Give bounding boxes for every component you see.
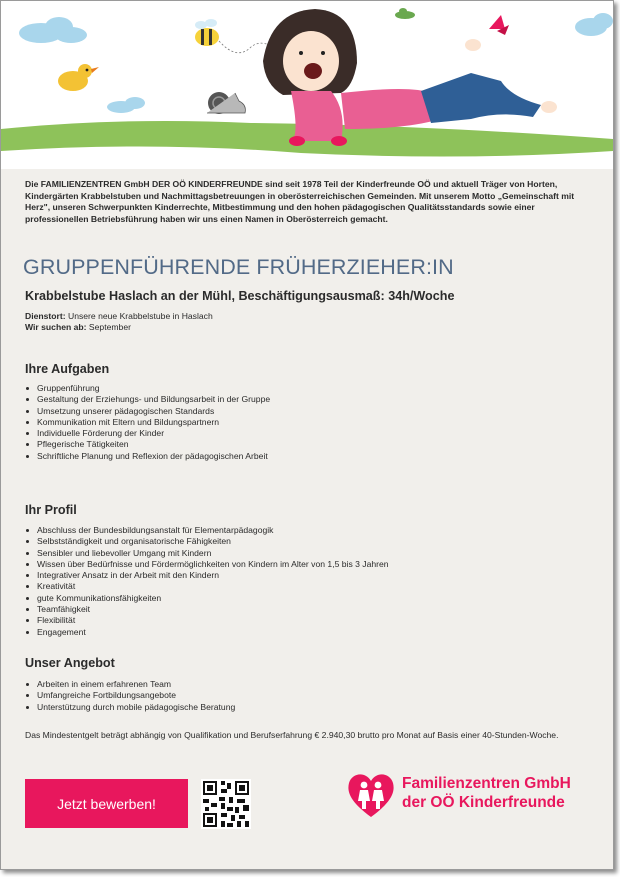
list-item: Umfangreiche Fortbildungsangebote	[25, 690, 235, 701]
bee-icon	[195, 19, 219, 46]
job-meta	[25, 311, 213, 333]
company-logo	[345, 771, 595, 821]
caterpillar-icon	[395, 8, 415, 19]
list-item: gute Kommunikationsfähigkeiten	[25, 593, 389, 604]
job-title: GRUPPENFÜHRENDE FRÜHERZIEHER:IN	[23, 255, 454, 279]
section-heading-profil: Ihr Profil	[25, 503, 77, 517]
list-item: Gruppenführung	[25, 383, 270, 394]
snail-icon	[207, 92, 245, 114]
list-item: Unterstützung durch mobile pädagogische Beratung	[25, 702, 235, 713]
apply-button[interactable]: Jetzt bewerben!	[25, 779, 188, 828]
logo-text-line2: der OÖ Kinderfreunde	[402, 794, 565, 811]
list-item: Umsetzung unserer pädagogischen Standards	[25, 406, 270, 417]
company-intro: Die FAMILIENZENTREN GmbH DER OÖ KINDERFREUNDE sind seit 1978 Teil der Kinderfreunde OÖ und aktuell Träger von Horten, Kindergärten Krabbelstuben und Nachmittagsbetreuungen in oberösterreichischen Gemeinden. Mit unserem Motto „Gemeinschaft mit Herz", unseren Schwerpunkten Kinderrechte, Mitbestimmung und den hohen pädagogischen Qualitätsstandards sowie einer professionellen Betriebsführung haben wir uns einen Namen in Oberösterreich gemacht.	[25, 179, 575, 224]
list-aufgaben	[25, 383, 270, 462]
list-item: Schriftliche Planung und Reflexion der pädagogischen Arbeit	[25, 451, 270, 462]
list-item: Abschluss der Bundesbildungsanstalt für Elementarpädagogik	[25, 525, 389, 536]
section-heading-angebot: Unser Angebot	[25, 656, 115, 670]
list-item: Selbstständigkeit und organisatorische Fähigkeiten	[25, 536, 389, 547]
logo-text-line1: Familienzentren GmbH	[402, 775, 571, 792]
list-item: Wissen über Bedürfnisse und Fördermöglichkeiten von Kindern im Alter von 1,5 bis 3 Jahren	[25, 559, 389, 570]
butterfly-icon	[489, 15, 509, 35]
heart-children-icon	[345, 771, 397, 821]
list-profil	[25, 525, 389, 638]
list-item: Engagement	[25, 627, 389, 638]
start-label: Wir suchen ab:	[25, 322, 87, 332]
salary-note: Das Mindestentgelt beträgt abhängig von Qualifikation und Berufserfahrung € 2.940,30 brutto pro Monat auf Basis einer 40-Stunden-Woche.	[25, 730, 559, 740]
section-heading-aufgaben: Ihre Aufgaben	[25, 362, 110, 376]
list-item: Kreativität	[25, 581, 389, 592]
location-label: Dienstort:	[25, 311, 66, 321]
list-item: Individuelle Förderung der Kinder	[25, 428, 270, 439]
location-value: Unsere neue Krabbelstube in Haslach	[67, 311, 213, 321]
list-item: Gestaltung der Erziehungs- und Bildungsarbeit in der Gruppe	[25, 394, 270, 405]
list-item: Sensibler und liebevoller Umgang mit Kindern	[25, 548, 389, 559]
list-item: Teamfähigkeit	[25, 604, 389, 615]
list-item: Flexibilität	[25, 615, 389, 626]
hero-illustration	[1, 1, 613, 169]
list-item: Pflegerische Tätigkeiten	[25, 439, 270, 450]
list-item: Kommunikation mit Eltern und Bildungspartnern	[25, 417, 270, 428]
start-value: September	[88, 322, 131, 332]
job-subtitle: Krabbelstube Haslach an der Mühl, Beschäftigungsausmaß: 34h/Woche	[25, 289, 455, 303]
list-item: Integrativer Ansatz in der Arbeit mit den Kindern	[25, 570, 389, 581]
list-item: Arbeiten in einem erfahrenen Team	[25, 679, 235, 690]
bird-icon	[58, 64, 99, 91]
girl-illustration	[263, 9, 557, 146]
list-angebot	[25, 679, 235, 713]
qr-code-icon[interactable]	[201, 779, 251, 829]
